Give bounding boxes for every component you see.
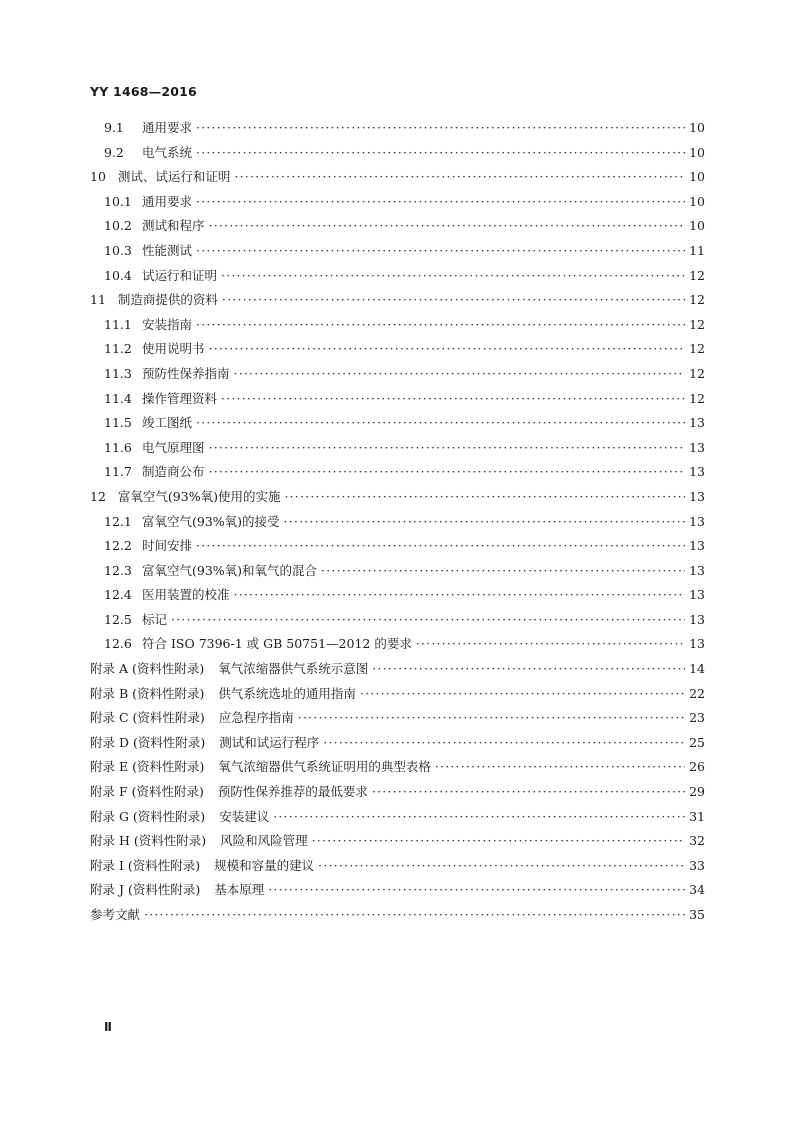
toc-entry[interactable] bbox=[90, 534, 705, 559]
toc-entry-title: 制造商公布 bbox=[142, 464, 205, 480]
toc-dot-leader bbox=[284, 485, 685, 510]
toc-dot-leader bbox=[234, 165, 685, 190]
toc-entry-page: 13 bbox=[689, 439, 705, 455]
toc-entry[interactable] bbox=[90, 657, 705, 682]
toc-entry[interactable] bbox=[90, 214, 705, 239]
toc-dot-leader bbox=[360, 682, 685, 707]
toc-entry-number: 附录 A (资料性附录) bbox=[90, 661, 205, 677]
toc-dot-leader bbox=[298, 706, 685, 731]
toc-entry-title: 通用要求 bbox=[142, 120, 193, 135]
toc-dot-leader bbox=[312, 829, 685, 854]
toc-entry-number: 12.5 bbox=[104, 611, 132, 627]
toc-entry-number: 附录 I (资料性附录) bbox=[90, 857, 201, 873]
toc-entry-title: 测试和试运行程序 bbox=[219, 734, 320, 750]
toc-entry-number: 11.2 bbox=[104, 341, 132, 357]
toc-entry-page: 23 bbox=[689, 710, 705, 726]
toc-dot-leader bbox=[209, 436, 685, 461]
toc-entry-title: 安装指南 bbox=[142, 316, 193, 332]
toc-entry-title: 电气系统 bbox=[142, 144, 193, 160]
toc-entry[interactable] bbox=[90, 854, 705, 879]
toc-entry-page: 29 bbox=[689, 784, 705, 800]
toc-entry-number: 9.2 bbox=[104, 144, 124, 160]
toc-entry-title: 安装建议 bbox=[219, 808, 270, 824]
toc-entry-page: 13 bbox=[689, 513, 705, 529]
toc-dot-leader bbox=[323, 731, 685, 756]
toc-entry-page: 13 bbox=[689, 562, 705, 578]
standard-code-header: YY 1468—2016 bbox=[90, 84, 197, 99]
toc-entry-page: 13 bbox=[689, 488, 705, 504]
toc-entry[interactable] bbox=[90, 264, 705, 289]
toc-dot-leader bbox=[196, 141, 685, 166]
toc-dot-leader bbox=[196, 190, 685, 215]
toc-entry[interactable] bbox=[90, 780, 705, 805]
toc-entry-page: 10 bbox=[689, 169, 705, 185]
toc-entry-title: 预防性保养推荐的最低要求 bbox=[217, 784, 368, 800]
toc-entry[interactable] bbox=[90, 288, 705, 313]
toc-entry-title: 通用要求 bbox=[142, 193, 193, 209]
toc-entry-title: 规模和容量的建议 bbox=[214, 857, 315, 873]
toc-entry-page: 26 bbox=[689, 759, 705, 775]
toc-entry-page: 14 bbox=[689, 661, 705, 677]
toc-dot-leader bbox=[209, 214, 685, 239]
toc-entry-title: 操作管理资料 bbox=[142, 390, 218, 406]
toc-entry[interactable] bbox=[90, 239, 705, 264]
toc-entry[interactable] bbox=[90, 829, 705, 854]
toc-entry[interactable] bbox=[90, 141, 705, 166]
toc-entry-number: 12.3 bbox=[104, 562, 132, 578]
toc-entry[interactable] bbox=[90, 190, 705, 215]
toc-dot-leader bbox=[221, 387, 685, 412]
toc-entry[interactable] bbox=[90, 436, 705, 461]
toc-entry-title: 性能测试 bbox=[142, 242, 193, 258]
toc-dot-leader bbox=[209, 337, 685, 362]
toc-entry-page: 35 bbox=[689, 907, 705, 922]
toc-entry-number: 12.1 bbox=[104, 513, 132, 529]
toc-entry-number: 10.1 bbox=[104, 193, 132, 209]
toc-dot-leader bbox=[209, 460, 685, 485]
toc-entry-number: 11 bbox=[90, 292, 106, 308]
toc-entry-number: 附录 D (资料性附录) bbox=[90, 734, 206, 750]
toc-entry[interactable] bbox=[90, 362, 705, 387]
toc-entry-title: 基本原理 bbox=[214, 882, 265, 898]
toc-entry-page: 12 bbox=[689, 292, 705, 308]
toc-entry-number: 附录 G (资料性附录) bbox=[90, 808, 206, 824]
toc-entry-number: 12.4 bbox=[104, 587, 132, 603]
toc-entry[interactable] bbox=[90, 903, 705, 928]
toc-entry[interactable] bbox=[90, 460, 705, 485]
toc-entry-page: 13 bbox=[689, 538, 705, 554]
toc-entry-number: 10.4 bbox=[104, 267, 132, 283]
toc-entry-page: 13 bbox=[689, 415, 705, 431]
toc-dot-leader bbox=[321, 559, 685, 584]
toc-entry-page: 12 bbox=[689, 267, 705, 283]
toc-entry-number: 11.6 bbox=[104, 439, 132, 455]
toc-entry[interactable] bbox=[90, 805, 705, 830]
toc-entry-title: 应急程序指南 bbox=[218, 710, 294, 726]
toc-entry-title: 使用说明书 bbox=[142, 341, 205, 357]
toc-dot-leader bbox=[222, 288, 685, 313]
toc-entry[interactable] bbox=[90, 608, 705, 633]
toc-entry-page: 13 bbox=[689, 611, 705, 627]
toc-dot-leader bbox=[284, 510, 685, 535]
toc-entry-number: 12.2 bbox=[104, 538, 132, 554]
toc-entry-title: 医用装置的校准 bbox=[142, 587, 230, 603]
toc-entry-page: 13 bbox=[689, 636, 705, 652]
toc-entry-page: 25 bbox=[689, 734, 705, 750]
toc-dot-leader bbox=[144, 903, 685, 928]
toc-entry[interactable] bbox=[90, 485, 705, 510]
toc-entry[interactable] bbox=[90, 731, 705, 756]
toc-entry-page: 13 bbox=[689, 587, 705, 603]
toc-entry-title: 富氧空气(93%氧)和氧气的混合 bbox=[142, 562, 318, 578]
toc-entry[interactable] bbox=[90, 510, 705, 535]
toc-entry-page: 32 bbox=[689, 833, 705, 849]
toc-entry-title: 竣工图纸 bbox=[142, 415, 193, 431]
toc-entry[interactable] bbox=[90, 116, 705, 141]
toc-entry-title: 测试、试运行和证明 bbox=[117, 169, 231, 185]
toc-entry-number: 12 bbox=[90, 488, 106, 504]
toc-entry[interactable] bbox=[90, 682, 705, 707]
toc-entry[interactable] bbox=[90, 632, 705, 657]
toc-entry-title: 供气系统选址的通用指南 bbox=[218, 685, 356, 701]
toc-entry[interactable] bbox=[90, 706, 705, 731]
toc-entry-page: 33 bbox=[689, 857, 705, 873]
toc-entry-number: 附录 E (资料性附录) bbox=[90, 759, 205, 775]
toc-entry-page: 10 bbox=[689, 120, 705, 135]
toc-entry-page: 12 bbox=[689, 341, 705, 357]
toc-entry-title: 氧气浓缩器供气系统示意图 bbox=[218, 661, 369, 677]
toc-entry-number: 9.1 bbox=[104, 120, 124, 135]
toc-entry-title: 试运行和证明 bbox=[142, 267, 218, 283]
toc-entry-title: 制造商提供的资料 bbox=[117, 292, 218, 308]
toc-entry-number: 附录 B (资料性附录) bbox=[90, 685, 205, 701]
toc-dot-leader bbox=[196, 534, 685, 559]
toc-dot-leader bbox=[196, 411, 685, 436]
toc-dot-leader bbox=[268, 878, 685, 903]
toc-entry[interactable] bbox=[90, 559, 705, 584]
toc-entry-page: 12 bbox=[689, 365, 705, 381]
toc-dot-leader bbox=[196, 313, 685, 338]
toc-entry-page: 13 bbox=[689, 464, 705, 480]
toc-entry-number: 附录 H (资料性附录) bbox=[90, 833, 207, 849]
toc-entry-number: 附录 J (资料性附录) bbox=[90, 882, 201, 898]
toc-dot-leader bbox=[372, 780, 685, 805]
toc-entry-page: 12 bbox=[689, 316, 705, 332]
toc-dot-leader bbox=[435, 755, 685, 780]
toc-entry-number: 10.2 bbox=[104, 218, 132, 234]
toc-entry[interactable] bbox=[90, 583, 705, 608]
table-of-contents bbox=[90, 116, 705, 928]
toc-entry-number: 11.4 bbox=[104, 390, 132, 406]
toc-dot-leader bbox=[273, 805, 685, 830]
toc-entry-page: 10 bbox=[689, 193, 705, 209]
toc-entry-number: 附录 F (资料性附录) bbox=[90, 784, 204, 800]
toc-dot-leader bbox=[318, 854, 685, 879]
toc-dot-leader bbox=[416, 632, 685, 657]
toc-entry-number: 12.6 bbox=[104, 636, 132, 652]
toc-dot-leader bbox=[234, 583, 685, 608]
toc-entry-page: 10 bbox=[689, 218, 705, 234]
toc-entry-title: 符合 ISO 7396-1 或 GB 50751—2012 的要求 bbox=[142, 636, 412, 652]
toc-entry[interactable] bbox=[90, 165, 705, 190]
toc-entry[interactable] bbox=[90, 337, 705, 362]
toc-entry-title: 标记 bbox=[142, 611, 168, 627]
toc-entry[interactable] bbox=[90, 313, 705, 338]
toc-entry-title: 风险和风险管理 bbox=[220, 833, 308, 849]
toc-entry-page: 31 bbox=[689, 808, 705, 824]
toc-entry-number: 11.1 bbox=[104, 316, 132, 332]
toc-dot-leader bbox=[196, 239, 685, 264]
toc-entry-title: 氧气浓缩器供气系统证明用的典型表格 bbox=[218, 759, 431, 775]
toc-entry-title: 测试和程序 bbox=[142, 218, 205, 234]
toc-entry-title: 预防性保养指南 bbox=[142, 365, 230, 381]
toc-dot-leader bbox=[171, 608, 685, 633]
toc-entry-number: 11.3 bbox=[104, 365, 132, 381]
page-number: Ⅱ bbox=[104, 1020, 112, 1034]
toc-entry-title: 参考文献 bbox=[90, 907, 141, 922]
toc-entry[interactable] bbox=[90, 411, 705, 436]
toc-entry-number: 10.3 bbox=[104, 242, 132, 258]
toc-entry-number: 10 bbox=[90, 169, 106, 185]
toc-entry-title: 电气原理图 bbox=[142, 439, 205, 455]
toc-entry-page: 34 bbox=[689, 882, 705, 898]
toc-entry-title: 富氧空气(93%氧)的接受 bbox=[142, 513, 280, 529]
toc-dot-leader bbox=[221, 264, 685, 289]
toc-entry[interactable] bbox=[90, 755, 705, 780]
toc-entry-number: 附录 C (资料性附录) bbox=[90, 710, 205, 726]
toc-entry-page: 10 bbox=[689, 144, 705, 160]
toc-entry[interactable] bbox=[90, 387, 705, 412]
toc-entry-number: 11.5 bbox=[104, 415, 132, 431]
toc-dot-leader bbox=[234, 362, 685, 387]
toc-entry-title: 富氧空气(93%氧)使用的实施 bbox=[117, 488, 281, 504]
toc-dot-leader bbox=[196, 116, 685, 141]
toc-entry-page: 11 bbox=[689, 242, 705, 258]
toc-entry-page: 12 bbox=[689, 390, 705, 406]
toc-entry-number: 11.7 bbox=[104, 464, 132, 480]
toc-dot-leader bbox=[372, 657, 685, 682]
toc-entry-title: 时间安排 bbox=[142, 538, 193, 554]
toc-entry-page: 22 bbox=[689, 685, 705, 701]
toc-entry[interactable] bbox=[90, 878, 705, 903]
